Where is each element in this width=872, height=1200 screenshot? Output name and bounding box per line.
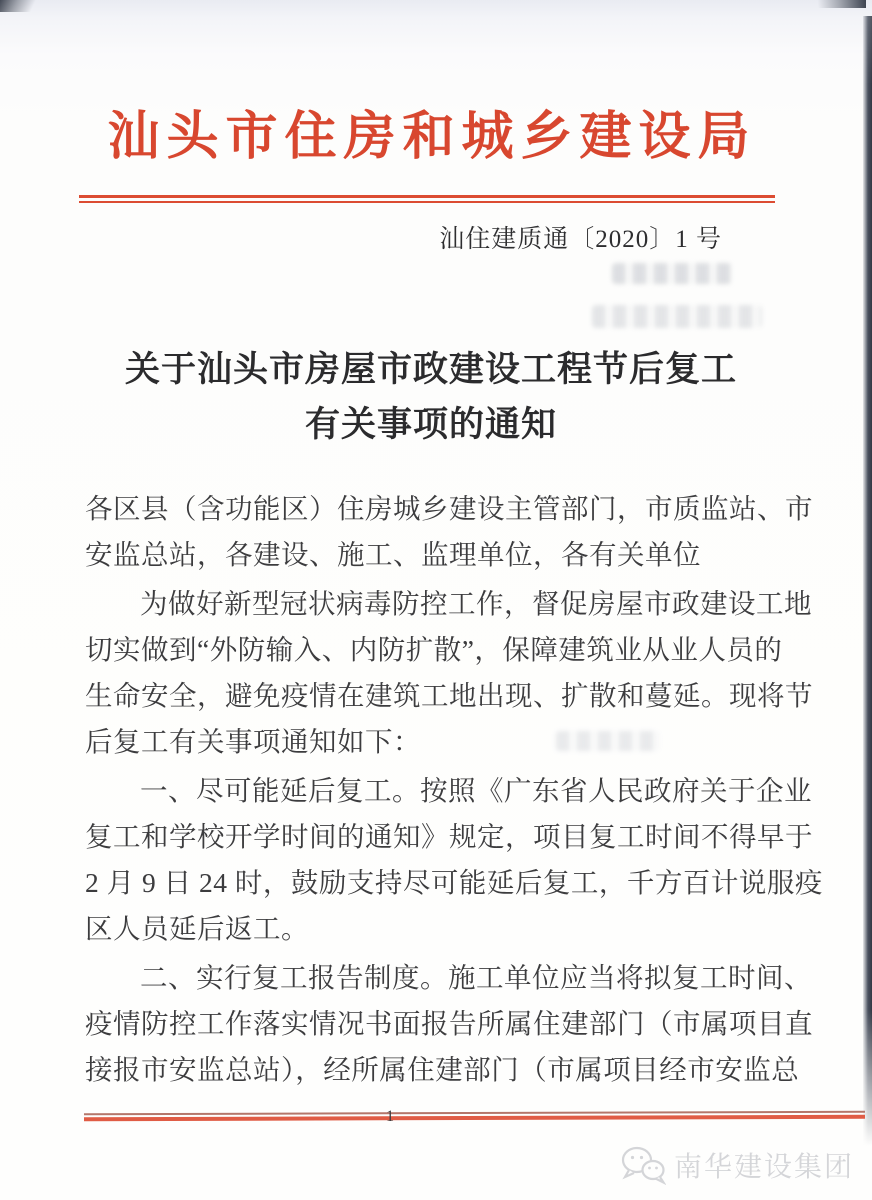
body-line: 后复工有关事项通知如下： [85,726,421,757]
watermark [620,1144,854,1186]
paragraph-intro [85,581,813,765]
body-line: 切实做到“外防输入、内防扩散”，保障建筑业从业人员的 [85,634,783,665]
ink-bleed-mark [592,305,762,328]
watermark-label: 南华建设集团 [673,1151,854,1182]
notice-title-line-1: 关于汕头市房屋市政建设工程节后复工 [124,350,737,389]
body-line: 各区县（含功能区）住房城乡建设主管部门，市质监站、市 [85,493,813,524]
scan-corner-top-right [806,0,866,8]
body-line: 2 月 9 日 24 时，鼓励支持尽可能延后复工，千方百计说服疫 [85,867,823,898]
document-number: 汕住建质通〔2020〕1 号 [439,226,722,253]
ink-bleed-mark [612,263,732,284]
paragraph-item-1 [85,768,823,952]
wechat-icon [620,1144,666,1186]
body-line: 疫情防控工作落实情况书面报告所属住建部门（市属项目直 [85,1008,813,1039]
agency-name: 汕头市住房和城乡建设局 [107,109,757,166]
body-line: 区人员延后返工。 [85,913,309,944]
paragraph-item-2 [85,955,813,1093]
body-line: 一、尽可能延后复工。按照《广东省人民政府关于企业 [140,775,812,806]
body-line: 二、实行复工报告制度。施工单位应当将拟复工时间、 [140,962,812,993]
page-number: 1 [386,1108,394,1125]
body-line: 安监总站，各建设、施工、监理单位，各有关单位 [85,539,701,570]
letterhead-divider [79,195,775,203]
body-line: 为做好新型冠状病毒防控工作，督促房屋市政建设工地 [140,588,812,619]
scan-edge-shadow-right [863,16,872,1146]
body-line: 生命安全，避免疫情在建筑工地出现、扩散和蔓延。现将节 [85,680,813,711]
footer-divider [84,1111,865,1121]
body-line: 复工和学校开学时间的通知》规定，项目复工时间不得早于 [85,821,813,852]
scan-corner-top-left [0,0,46,12]
body-line: 接报市安监总站），经所属住建部门（市属项目经市安监总 [85,1054,800,1085]
notice-title [0,342,862,452]
notice-title-line-2: 有关事项的通知 [304,405,557,444]
paragraph-recipients [85,486,813,578]
notice-body [85,486,823,1093]
letterhead-divider-thin-line [79,201,775,203]
